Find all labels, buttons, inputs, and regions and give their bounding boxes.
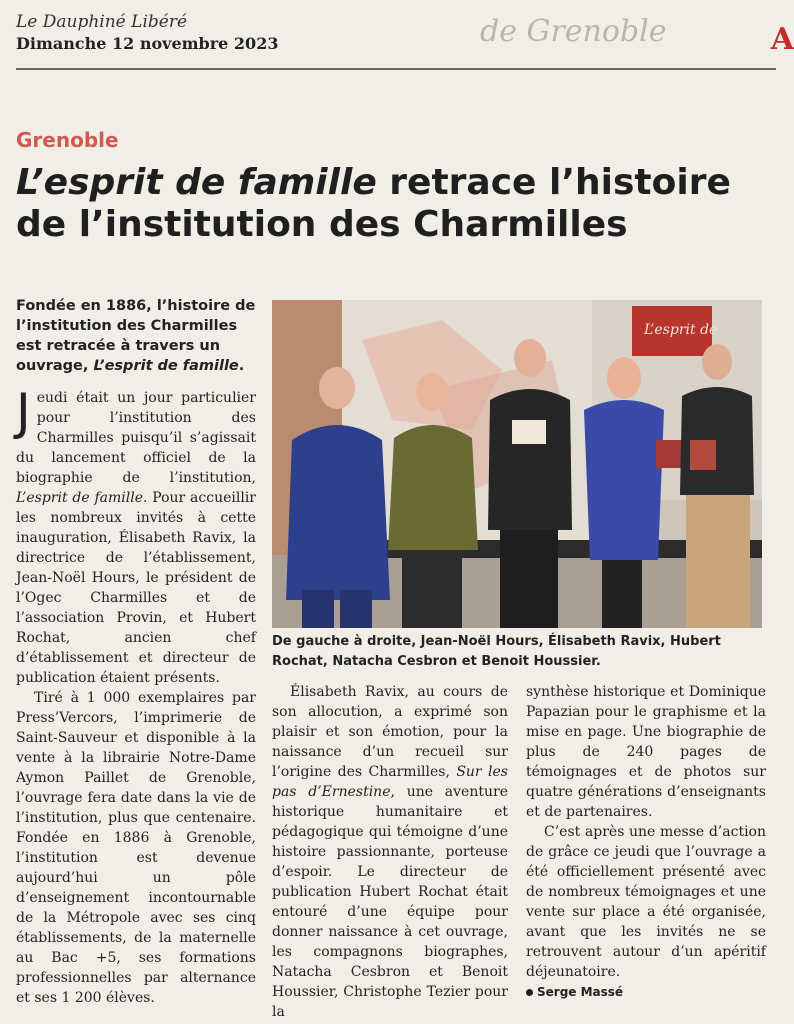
paragraph-1	[16, 383, 256, 688]
author-byline	[526, 982, 766, 1002]
article-column-3	[526, 682, 766, 1002]
paragraph-3	[272, 682, 508, 1022]
paragraph-4: synthèse historique et Dominique Papazian pour le graphisme et la mise en page. Une biographie de plus de 240 pages de témoignages et de photos sur quatre générations d’enseignants et de partenaires.	[526, 684, 766, 820]
author-name: Serge Massé	[537, 985, 624, 999]
group-photo	[272, 300, 762, 628]
paragraph-2: Tiré à 1 000 exemplaires par Press’Vercors, l’imprimerie de Saint-Sauveur et disponible à la vente à la librairie Notre-Dame Aymon Paillet de Grenoble, l’ouvrage fera date dans la vie de l’institution, plus que centenaire. Fondée en 1886 à Grenoble, l’institution est devenue aujourd’hui un pôle d’enseignement incontournable de la Métropole avec ses cinq établissements, de la maternelle au Bac +5, ses formations professionnelles par alternance et ses 1 200 élèves.	[16, 690, 256, 1006]
article-headline	[16, 162, 786, 246]
section-kicker: Grenoble	[16, 128, 119, 152]
article-column-1	[16, 383, 256, 1008]
headline-rest: retrace l’histoire de l’institution des Charmilles	[16, 162, 731, 245]
lead-text: Fondée en 1886, l’histoire de l’institution des Charmilles est retracée à travers un ouvrage,	[16, 298, 256, 374]
publication-date: Dimanche 12 novembre 2023	[16, 34, 279, 53]
drop-cap: J	[16, 383, 31, 441]
lead-book-title: L’esprit de famille	[93, 358, 239, 374]
poster-text: L’esprit de	[644, 322, 718, 338]
paragraph-1-text: eudi était un jour particulier pour l’institution des Charmilles puisqu’il s’agissait du lancement officiel de la biographie de l’institution,	[16, 390, 256, 486]
lead-end: .	[238, 358, 245, 374]
article-column-2	[272, 682, 508, 1022]
page-edge-letter: A	[770, 22, 794, 57]
paragraph-1-text-end: . Pour accueillir les nombreux invités à cette inauguration, Élisabeth Ravix, la directrice de l’établissement, Jean-Noël Hours, le président de l’Ogec Charmilles et de l’association Provin, et Hubert Rochat, ancien chef d’établissement et directeur de publication étaient présents.	[16, 490, 256, 686]
paragraph-5: C’est après une messe d’action de grâce ce jeudi que l’ouvrage a été officiellement présenté avec de nombreux témoignages et une vente sur place a été organisée, avant que les invités ne se retrouvent autour d’un apéritif déjeunatoire.	[526, 824, 766, 980]
newspaper-name: Le Dauphiné Libéré	[16, 12, 188, 32]
paragraph-1-book-title: L’esprit de famille	[16, 490, 143, 506]
bleed-through-text: de Grenoble	[480, 14, 667, 49]
headline-book-title: L’esprit de famille	[16, 162, 377, 203]
byline-bullet-icon	[526, 989, 533, 996]
paragraph-3-book-title: Sur les pas d’Ernestine	[272, 764, 508, 800]
paragraph-3-text-end: , une aventure historique humanitaire et pédagogique qui témoigne d’une histoire passionnante, porteuse d’espoir. Le directeur de publication Hubert Rochat était entouré d’une équipe pour donner naissance à cet ouvrage, les compagnons biographes, Natacha Cesbron et Benoit Houssier, Christophe Tezier pour la	[272, 784, 508, 1020]
article-lead	[16, 296, 256, 376]
photo-caption: De gauche à droite, Jean-Noël Hours, Élisabeth Ravix, Hubert Rochat, Natacha Cesbron et Benoit Houssier.	[272, 634, 721, 669]
paragraph-3-text: Élisabeth Ravix, au cours de son allocution, a exprimé son plaisir et son émotion, pour la naissance d’un recueil sur l’origine des Charmilles,	[272, 684, 508, 780]
header-rule	[16, 68, 776, 70]
